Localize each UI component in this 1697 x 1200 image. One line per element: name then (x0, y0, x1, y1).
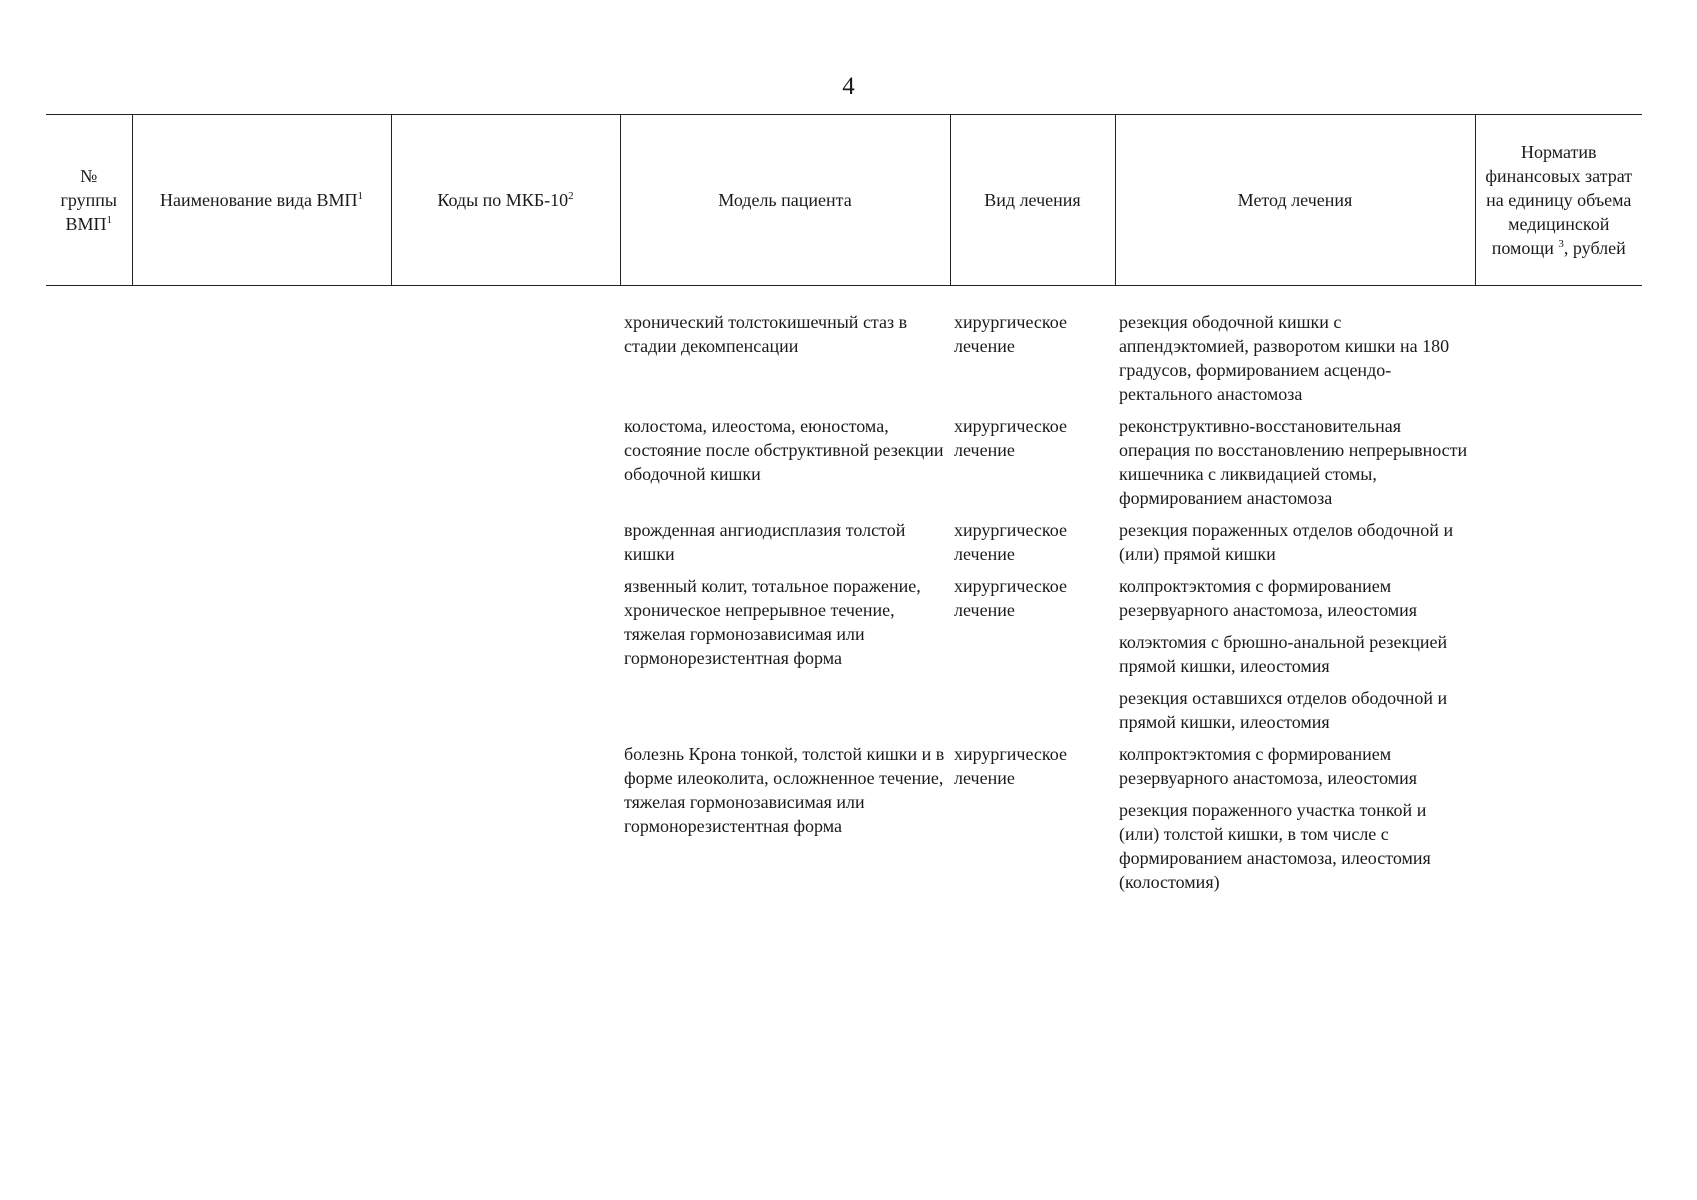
method-item: резекция оставшихся отделов ободочной и прямой кишки, илеостомия (1119, 688, 1448, 732)
cell-method (1115, 286, 1475, 415)
method-item: резекция пораженных отделов ободочной и (или) прямой кишки (1119, 520, 1454, 564)
method-item: резекция пораженного участка тонкой и (или) толстой кишки, в том числе с формированием анастомоза, илеостомия (колостомия) (1119, 800, 1431, 892)
cell-name (132, 286, 391, 415)
cell-group-no (46, 574, 132, 742)
cell-model: врожденная ангиодисплазия толстой кишки (624, 520, 906, 564)
cell-norm (1475, 518, 1642, 574)
cell-name (132, 414, 391, 518)
cell-norm (1475, 574, 1642, 742)
header-group-no: № группы ВМП$^1$ (46, 115, 132, 286)
cell-model: хронический толстокишечный стаз в стадии декомпенсации (624, 312, 908, 356)
method-item: колэктомия с брюшно-анальной резекцией прямой кишки, илеостомия (1119, 632, 1448, 676)
cell-name (132, 742, 391, 902)
method-item: реконструктивно-восстановительная операция по восстановлению непрерывности кишечника с ликвидацией стомы, формированием анастомоза (1119, 416, 1468, 508)
table-row (46, 742, 1642, 902)
cell-group-no (46, 286, 132, 415)
table-row (46, 286, 1642, 415)
cell-treatment: хирургическое лечение (954, 416, 1067, 460)
cell-codes (391, 574, 620, 742)
cell-treatment: хирургическое лечение (954, 576, 1067, 620)
header-method: Метод лечения (1115, 115, 1475, 286)
table-row (46, 518, 1642, 574)
page-number: 4 (842, 73, 855, 100)
cell-group-no (46, 518, 132, 574)
cell-norm (1475, 414, 1642, 518)
cell-norm (1475, 742, 1642, 902)
cell-codes (391, 518, 620, 574)
cell-model: колостома, илеостома, еюностома, состояние после обструктивной резекции ободочной кишки (624, 416, 944, 484)
method-item: колпроктэктомия с формированием резервуарного анастомоза, илеостомия (1119, 744, 1418, 788)
header-name: Наименование вида ВМП$^1$ (132, 115, 391, 286)
header-row (46, 115, 1642, 286)
cell-name (132, 518, 391, 574)
vmp-table (46, 114, 1642, 902)
cell-group-no (46, 742, 132, 902)
table-row (46, 414, 1642, 518)
cell-method (1115, 574, 1475, 742)
cell-method (1115, 414, 1475, 518)
cell-norm (1475, 286, 1642, 415)
header-codes: Коды по МКБ-$10^2$ (391, 115, 620, 286)
header-model: Модель пациента (620, 115, 950, 286)
cell-treatment: хирургическое лечение (954, 520, 1067, 564)
cell-codes (391, 414, 620, 518)
header-norm: Норматив финансовых затрат на единицу объема медицинской помощи $^3$, рублей (1475, 115, 1642, 286)
cell-treatment: хирургическое лечение (954, 312, 1067, 356)
cell-method (1115, 518, 1475, 574)
cell-codes (391, 286, 620, 415)
cell-model: язвенный колит, тотальное поражение, хроническое непрерывное течение, тяжелая гормонозависимая или гормонорезистентная форма (624, 576, 921, 668)
method-item: колпроктэктомия с формированием резервуарного анастомоза, илеостомия (1119, 576, 1418, 620)
cell-treatment: хирургическое лечение (954, 744, 1067, 788)
table-row (46, 574, 1642, 742)
cell-model: болезнь Крона тонкой, толстой кишки и в форме илеоколита, осложненное течение, тяжелая гормонозависимая или гормонорезистентная форма (624, 744, 945, 836)
cell-group-no (46, 414, 132, 518)
cell-name (132, 574, 391, 742)
cell-codes (391, 742, 620, 902)
header-treatment-type: Вид лечения (950, 115, 1115, 286)
method-item: резекция ободочной кишки с аппендэктомией, разворотом кишки на 180 градусов, формированием асцендо-ректального анастомоза (1119, 312, 1450, 404)
cell-method (1115, 742, 1475, 902)
